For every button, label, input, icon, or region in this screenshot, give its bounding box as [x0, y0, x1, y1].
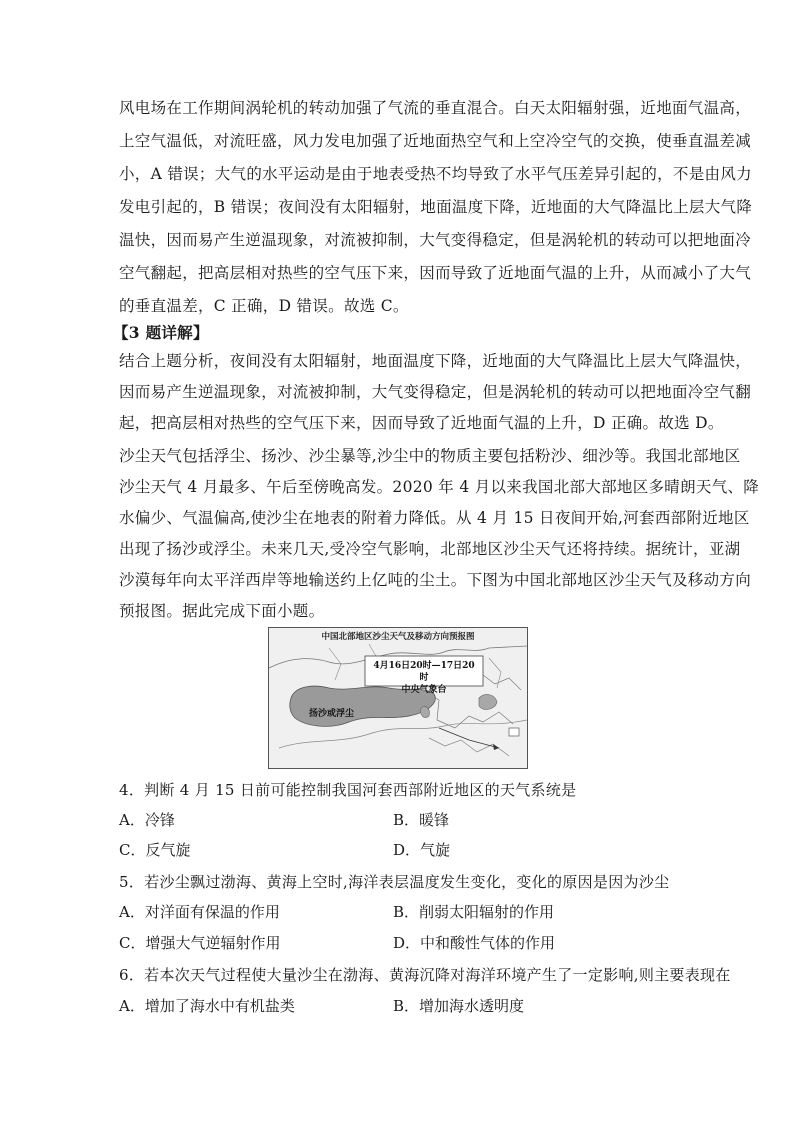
question-stem: 6．若本次天气过程使大量沙尘在渤海、黄海沉降对海洋环境产生了一定影响,则主要表现在	[119, 966, 731, 984]
explanation-line: 上空气温低，对流旺盛，风力发电加强了近地面热空气和上空冷空气的交换，使垂直温差减	[119, 132, 752, 150]
option-b[interactable]: B．增加海水透明度	[393, 997, 525, 1015]
option-c[interactable]: C．增强大气逆辐射作用	[119, 934, 281, 952]
option-a[interactable]: A．对洋面有保温的作用	[119, 903, 280, 921]
option-d[interactable]: D．中和酸性气体的作用	[393, 934, 556, 952]
option-d[interactable]: D．气旋	[393, 841, 451, 859]
option-c[interactable]: C．反气旋	[119, 841, 191, 859]
explanation-line: 发电引起的，B 错误；夜间没有太阳辐射，地面温度下降，近地面的大气降温比上层大气降	[119, 198, 753, 216]
map-source-label: 中央气象台	[401, 685, 447, 695]
question-stem: 4．判断 4 月 15 日前可能控制我国河套西部附近地区的天气系统是	[119, 781, 577, 799]
map-region-label: 扬沙或浮尘	[309, 709, 355, 719]
explanation-line: 的垂直温差，C 正确，D 错误。故选 C。	[119, 297, 409, 315]
option-b[interactable]: B．削弱太阳辐射的作用	[393, 903, 555, 921]
option-a[interactable]: A．增加了海水中有机盐类	[119, 997, 295, 1015]
q3-explanation-line: 起，把高层相对热些的空气压下来，因而导致了近地面气温的上升，D 正确。故选 D。	[119, 414, 724, 432]
passage-line: 沙漠每年向太平洋西岸等地输送约上亿吨的尘土。下图为中国北部地区沙尘天气及移动方向	[119, 571, 752, 589]
passage-line: 预报图。据此完成下面小题。	[119, 602, 325, 620]
passage-line: 沙尘天气 4 月最多、午后至傍晚高发。2020 年 4 月以来我国北部大部地区多晴朗天气、降	[119, 478, 760, 496]
map-title: 中国北部地区沙尘天气及移动方向预报图	[321, 632, 475, 642]
question-stem: 5．若沙尘飘过渤海、黄海上空时,海洋表层温度发生变化，变化的原因是因为沙尘	[119, 873, 670, 891]
dust-forecast-map	[268, 627, 528, 769]
option-a[interactable]: A．冷锋	[119, 811, 175, 829]
explanation-line: 空气翻起，把高层相对热些的空气压下来，因而导致了近地面气温的上升，从而减小了大气	[119, 264, 752, 282]
option-b[interactable]: B．暖锋	[393, 811, 450, 829]
explanation-line: 小，A 错误；大气的水平运动是由于地表受热不均导致了水平气压差异引起的，不是由风力	[119, 165, 752, 183]
explanation-line: 风电场在工作期间涡轮机的转动加强了气流的垂直混合。白天太阳辐射强，近地面气温高，	[119, 99, 752, 117]
passage-line: 沙尘天气包括浮尘、扬沙、沙尘暴等,沙尘中的物质主要包括粉沙、细沙等。我国北部地区	[119, 447, 741, 465]
map-graphic	[269, 628, 527, 768]
passage-line: 出现了扬沙或浮尘。未来几天,受冷空气影响，北部地区沙尘天气还将持续。据统计，亚湖	[119, 540, 741, 558]
map-time-label: 4月16日20时—17日20时	[373, 661, 475, 683]
map-info-box	[369, 660, 479, 696]
passage-line: 水偏少、气温偏高,使沙尘在地表的附着力降低。从 4 月 15 日夜间开始,河套西部附近地区	[119, 509, 750, 527]
q3-explanation-line: 结合上题分析，夜间没有太阳辐射，地面温度下降，近地面的大气降温比上层大气降温快，	[119, 352, 752, 370]
explanation-line: 温快，因而易产生逆温现象，对流被抑制，大气变得稳定，但是涡轮机的转动可以把地面冷	[119, 231, 752, 249]
q3-detail-header: 【3 题详解】	[113, 323, 209, 342]
q3-explanation-line: 因而易产生逆温现象，对流被抑制，大气变得稳定，但是涡轮机的转动可以把地面冷空气翻	[119, 383, 752, 401]
